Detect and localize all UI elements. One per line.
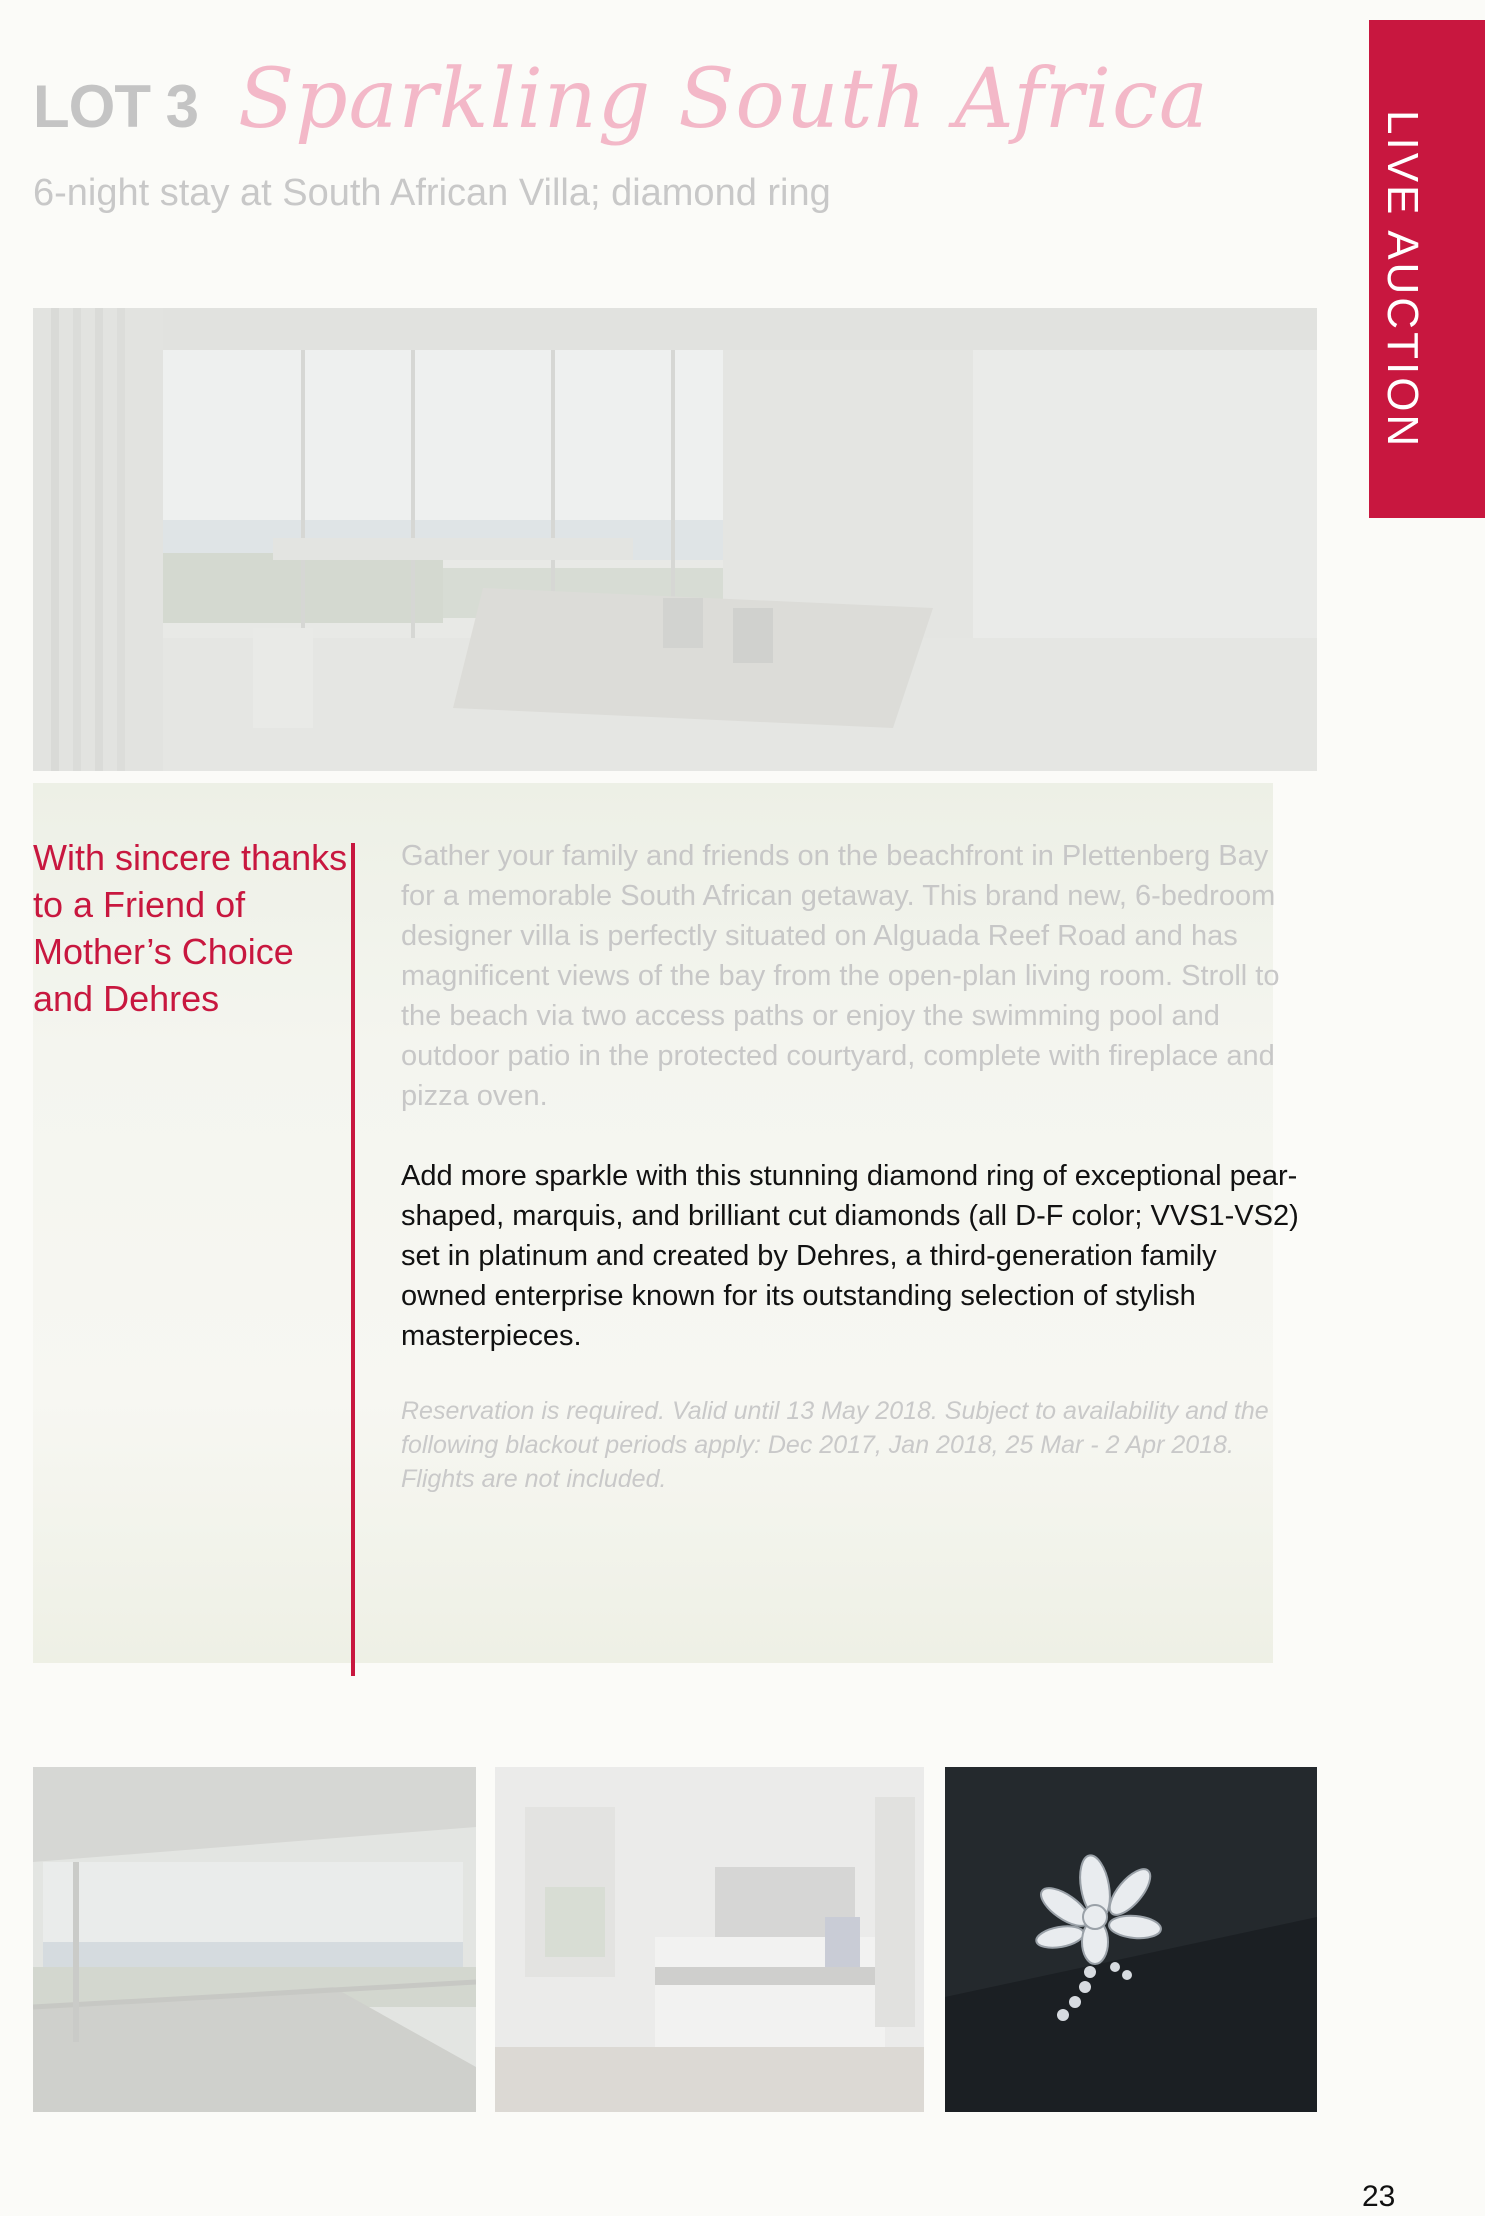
lot-title: Sparkling South Africa [238,52,1209,147]
villa-terrace-photo [33,1767,476,2112]
section-tab-label: LIVE AUCTION [1378,110,1427,450]
ring-description: Add more sparkle with this stunning diamond ring of exceptional pear-shaped, marquis, and brilliant cut diamonds (all D-F color; VVS1-VS2) set in platinum and created by Dehres, a third-generation family owned enterprise known for its outstanding selection of stylish masterpieces. [401,1160,1299,1352]
lot-subtitle: 6-night stay at South African Villa; diamond ring [33,172,831,214]
divider-line [351,843,355,1676]
terms-note: Reservation is required. Valid until 13 May 2018. Subject to availability and the following blackout periods apply: Dec 2017, Jan 2018, 25 Mar - 2 Apr 2018. Flights are not included. [401,1397,1269,1493]
villa-description: Gather your family and friends on the beachfront in Plettenberg Bay for a memorable South African getaway. This brand new, 6-bedroom designer villa is perfectly situated on Alguada Reef Road and has magnificent views of the bay from the open-plan living room. Stroll to the beach via two access paths or enjoy the swimming pool and outdoor patio in the protected courtyard, complete with fireplace and pizza oven. [401,840,1280,1112]
diamond-ring-photo [945,1767,1317,2112]
lot-number: LOT 3 [33,73,199,140]
villa-bedroom-photo [495,1767,924,2112]
section-tab [1369,20,1485,518]
villa-living-room-photo [33,308,1317,771]
page-number: 23 [1362,2180,1396,2213]
donor-thanks: With sincere thanks to a Friend of Mother’s Choice and Dehres [33,837,348,1019]
